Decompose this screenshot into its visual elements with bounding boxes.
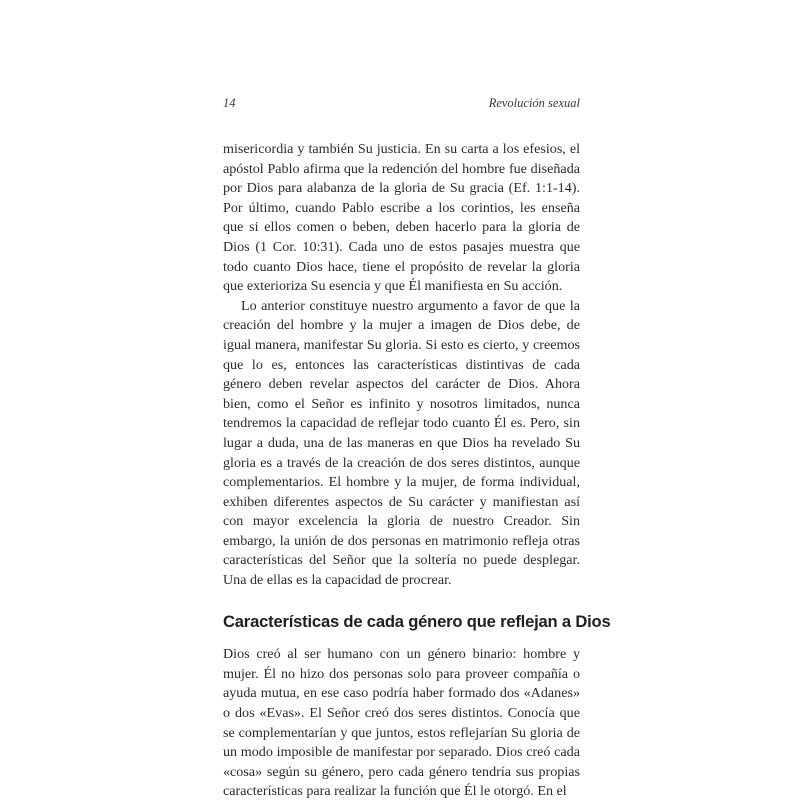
- section-heading: Características de cada género que reflejan a Dios: [223, 611, 611, 631]
- paragraph-continued: misericordia y también Su justicia. En su carta a los efesios, el apóstol Pablo afirma que la redención del hombre fue diseñada por Dios para alabanza de la gloria de Su gracia (Ef. 1:1-14). Por último, cuando Pablo escribe a los corintios, les enseña que si ellos comen o beben, deben hacerlo para la gloria de Dios (1 Cor. 10:31). Cada uno de estos pasajes muestra que todo cuanto Dios hace, tiene el propósito de revelar la gloria que exterioriza Su esencia y que Él manifiesta en Su acción.: [223, 141, 580, 295]
- section-paragraph: Dios creó al ser humano con un género binario: hombre y mujer. Él no hizo dos personas solo para proveer compañía o ayuda mutua, en ese caso podría haber formado dos «Adanes» o dos «Evas». El Señor creó dos seres distintos. Conocía que se complementarían y que juntos, estos reflejarían Su gloria de un modo imposible de manifestar por separado. Dios creó cada «cosa» según su género, pero cada género tendría sus propias características para realizar la función que Él le otorgó. En el: [223, 646, 580, 800]
- running-title: Revolución sexual: [488, 96, 580, 110]
- body-text: [223, 140, 611, 802]
- page-number: 14: [223, 96, 236, 110]
- book-page: [223, 96, 611, 802]
- paragraph: Lo anterior constituye nuestro argumento a favor de que la creación del hombre y la mujer a imagen de Dios debe, de igual manera, manifestar Su gloria. Si esto es cierto, y creemos que lo es, entonces las características distintivas de cada género deben revelar aspectos del carácter de Dios. Ahora bien, como el Señor es infinito y nosotros limitados, nunca tendremos la capacidad de reflejar todo cuanto Él es. Pero, sin lugar a duda, una de las maneras en que Dios ha revelado Su gloria es a través de la creación de dos seres distintos, aunque complementarios. El hombre y la mujer, de forma individual, exhiben diferentes aspectos de Su carácter y manifiestan así con mayor excelencia la gloria de nuestro Creador. Sin embargo, la unión de dos personas en matrimonio refleja otras características del Señor que la soltería no puede desplegar. Una de ellas es la capacidad de procrear.: [223, 297, 580, 589]
- running-head: [223, 96, 580, 116]
